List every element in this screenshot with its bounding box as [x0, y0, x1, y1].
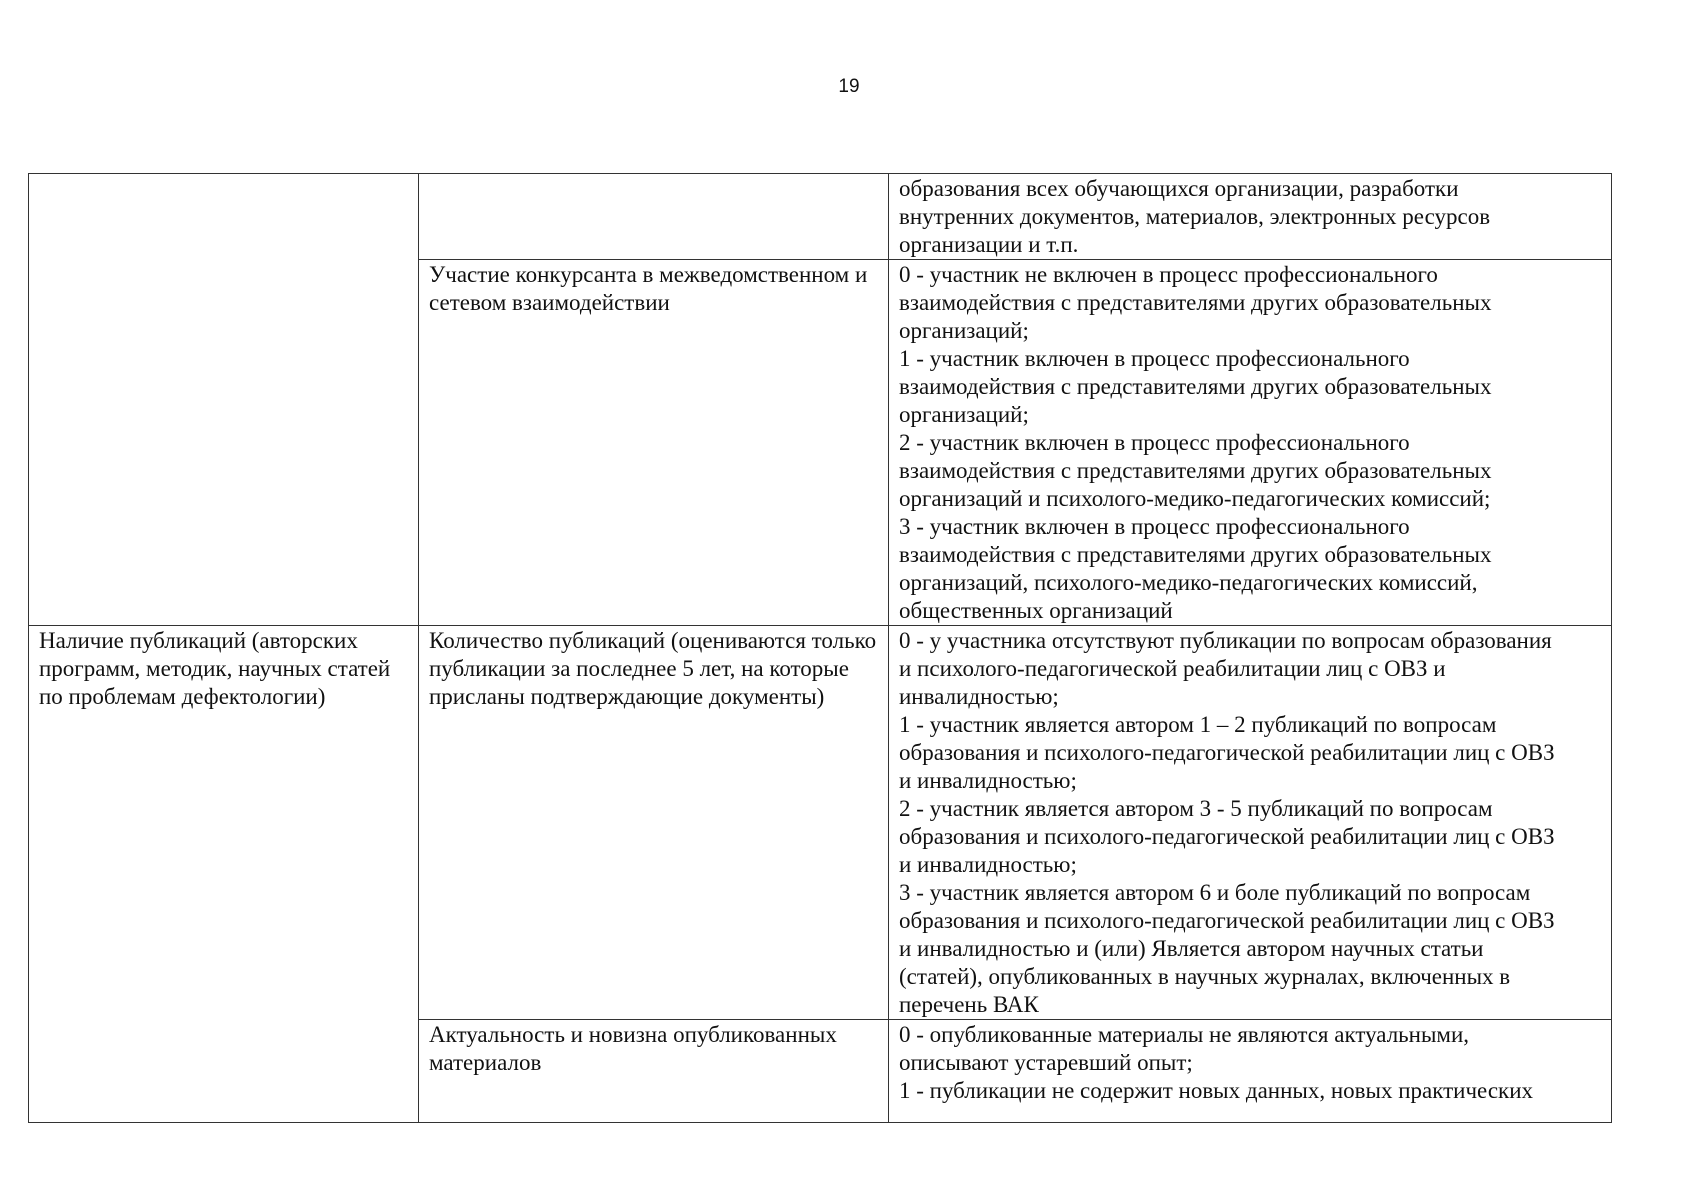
- score-line: перечень ВАК: [899, 992, 1039, 1017]
- score-line: организаций, психолого-медико-педагогических комиссий,: [899, 570, 1478, 595]
- score-line: (статей), опубликованных в научных журналах, включенных в: [899, 964, 1511, 989]
- criterion-cell: [29, 174, 419, 626]
- scores-cell: [889, 260, 1612, 626]
- score-line: взаимодействия с представителями других образовательных: [899, 290, 1492, 315]
- score-line: общественных организаций: [899, 598, 1173, 623]
- scores-cell: [889, 626, 1612, 1020]
- score-line: 3 - участник включен в процесс профессионального: [899, 514, 1410, 539]
- score-line: 2 - участник является автором 3 - 5 публикаций по вопросам: [899, 796, 1493, 821]
- score-line: организаций;: [899, 402, 1029, 427]
- evaluation-criteria-table: [28, 173, 1612, 1123]
- score-line: 1 - публикации не содержит новых данных, новых практических: [899, 1078, 1534, 1103]
- score-line: организации и т.п.: [899, 232, 1079, 257]
- score-line: и инвалидностью;: [899, 852, 1077, 877]
- criterion-text: Наличие публикаций (авторских программ, методик, научных статей по проблемам дефектологии): [39, 628, 391, 709]
- score-line: образования всех обучающихся организации, разработки: [899, 176, 1459, 201]
- indicator-text: Участие конкурсанта в межведомственном и сетевом взаимодействии: [429, 262, 868, 315]
- score-line: 0 - участник не включен в процесс профессионального: [899, 262, 1438, 287]
- indicator-cell: [419, 1020, 889, 1123]
- score-line: и инвалидностью и (или) Является автором научных статьи: [899, 936, 1484, 961]
- table-row: [29, 626, 1612, 1020]
- score-line: 0 - у участника отсутствуют публикации по вопросам образования: [899, 628, 1552, 653]
- indicator-cell: [419, 626, 889, 1020]
- score-line: взаимодействия с представителями других образовательных: [899, 542, 1492, 567]
- score-line: 1 - участник является автором 1 – 2 публикаций по вопросам: [899, 712, 1497, 737]
- criterion-cell: [29, 626, 419, 1123]
- score-line: 1 - участник включен в процесс профессионального: [899, 346, 1410, 371]
- indicator-text: Актуальность и новизна опубликованных материалов: [429, 1022, 837, 1075]
- score-line: образования и психолого-педагогической реабилитации лиц с ОВЗ: [899, 908, 1555, 933]
- score-line: организаций;: [899, 318, 1029, 343]
- scores-cell: [889, 1020, 1612, 1123]
- score-line: и психолого-педагогической реабилитации лиц с ОВЗ и: [899, 656, 1446, 681]
- score-line: 2 - участник включен в процесс профессионального: [899, 430, 1410, 455]
- score-line: и инвалидностью;: [899, 768, 1077, 793]
- indicator-cell: [419, 174, 889, 260]
- indicator-text: Количество публикаций (оцениваются только публикации за последнее 5 лет, на которые присланы подтверждающие документы): [429, 628, 877, 709]
- score-line: внутренних документов, материалов, электронных ресурсов: [899, 204, 1491, 229]
- scores-cell: [889, 174, 1612, 260]
- page-number: 19: [838, 76, 860, 97]
- score-line: образования и психолого-педагогической реабилитации лиц с ОВЗ: [899, 740, 1555, 765]
- score-line: 0 - опубликованные материалы не являются актуальными,: [899, 1022, 1470, 1047]
- indicator-cell: [419, 260, 889, 626]
- table-row: [29, 174, 1612, 260]
- score-line: взаимодействия с представителями других образовательных: [899, 374, 1492, 399]
- score-line: взаимодействия с представителями других образовательных: [899, 458, 1492, 483]
- score-line: организаций и психолого-медико-педагогических комиссий;: [899, 486, 1491, 511]
- score-line: описывают устаревший опыт;: [899, 1050, 1193, 1075]
- score-line: инвалидностью;: [899, 684, 1059, 709]
- score-line: 3 - участник является автором 6 и боле публикаций по вопросам: [899, 880, 1531, 905]
- score-line: образования и психолого-педагогической реабилитации лиц с ОВЗ: [899, 824, 1555, 849]
